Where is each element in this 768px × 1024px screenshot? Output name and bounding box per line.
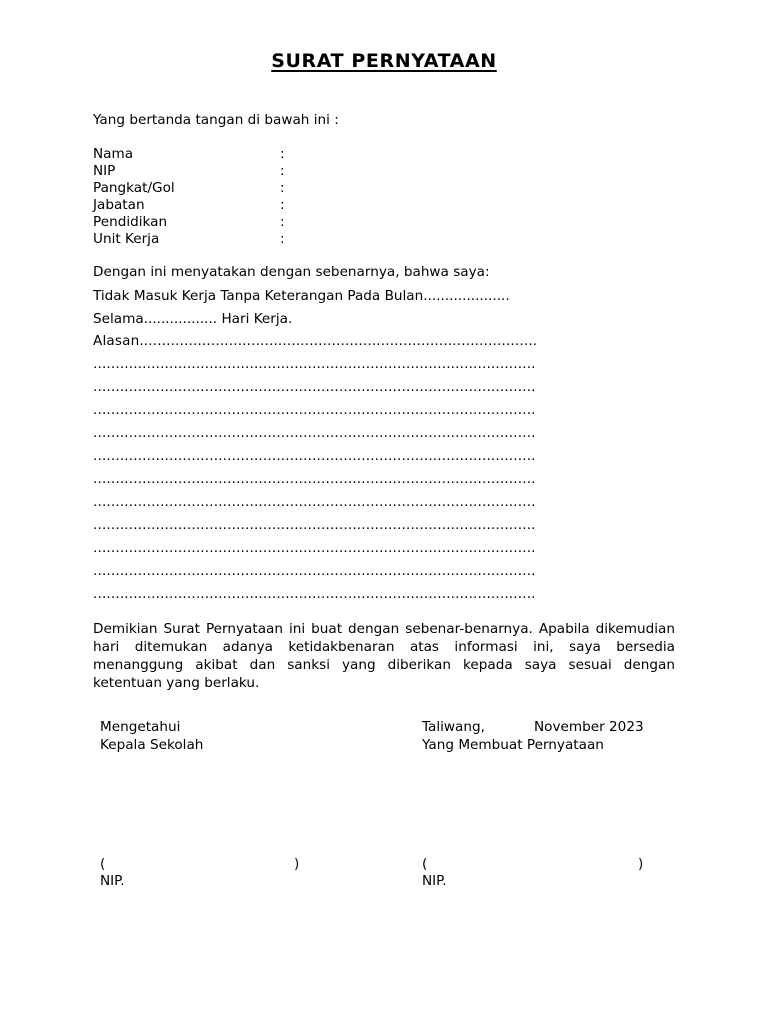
reason-line: ...................................................................................................: [93, 356, 536, 372]
reason-line: ...................................................................................................: [93, 517, 536, 533]
acknowledged-label: Mengetahui: [100, 719, 181, 735]
reason-line: ...................................................................................................: [93, 402, 536, 418]
intro-text: Yang bertanda tangan di bawah ini :: [93, 112, 339, 128]
reason-line: ...................................................................................................: [93, 448, 536, 464]
reason-line: ...................................................................................................: [93, 563, 536, 579]
right-signature-open-paren: (: [422, 856, 428, 872]
reason-line: ...................................................................................................: [93, 425, 536, 441]
field-label: Pendidikan: [93, 214, 168, 230]
left-signature-close-paren: ): [294, 856, 300, 872]
right-signature-close-paren: ): [638, 856, 644, 872]
field-label: Nama: [93, 146, 134, 162]
left-nip-label: NIP.: [100, 873, 125, 889]
statement-text: Dengan ini menyatakan dengan sebenarnya, bahwa saya:: [93, 264, 490, 280]
document-title-text: SURAT PERNYATAAN: [271, 50, 497, 72]
reason-line: Alasan.........................................................................................: [93, 333, 538, 349]
reason-line: ...................................................................................................: [93, 379, 536, 395]
declarant-title: Yang Membuat Pernyataan: [422, 737, 604, 753]
duration-line: Selama................. Hari Kerja.: [93, 311, 293, 327]
field-colon: :: [280, 231, 285, 247]
field-colon: :: [280, 146, 285, 162]
principal-title: Kepala Sekolah: [100, 737, 204, 753]
reason-line: ...................................................................................................: [93, 471, 536, 487]
reason-line: ...................................................................................................: [93, 494, 536, 510]
reason-line: ...................................................................................................: [93, 540, 536, 556]
field-label: Jabatan: [93, 197, 145, 213]
closing-paragraph: Demikian Surat Pernyataan ini buat dengan sebenar-benarnya. Apabila dikemudian hari ditemukan adanya ketidakbenaran atas informasi ini, saya bersedia menanggung akibat dan sanksi yang diberikan kepada saya sesuai dengan ketentuan yang berlaku.: [93, 621, 675, 691]
field-colon: :: [280, 197, 285, 213]
right-nip-label: NIP.: [422, 873, 447, 889]
place-label: Taliwang,: [422, 719, 485, 735]
field-label: NIP: [93, 163, 116, 179]
date-label: November 2023: [534, 719, 644, 735]
field-label: Pangkat/Gol: [93, 180, 175, 196]
field-label: Unit Kerja: [93, 231, 160, 247]
reason-line: ...................................................................................................: [93, 586, 536, 602]
absence-line: Tidak Masuk Kerja Tanpa Keterangan Pada Bulan....................: [93, 288, 510, 304]
field-colon: :: [280, 214, 285, 230]
field-colon: :: [280, 163, 285, 179]
field-colon: :: [280, 180, 285, 196]
left-signature-open-paren: (: [100, 856, 106, 872]
document-title: [0, 50, 768, 72]
